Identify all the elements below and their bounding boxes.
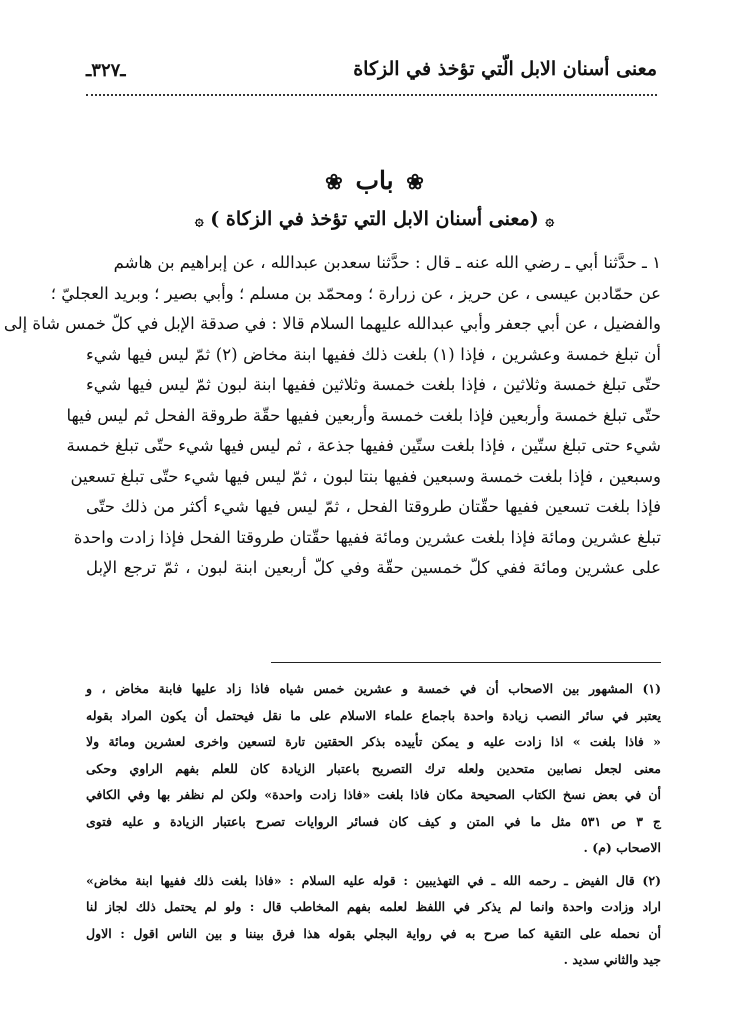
page-number: ـ٣٢٧ـ xyxy=(86,60,126,81)
text-line: أن تبلغ خمسة وعشرين ، فإذا (١) بلغت ذلك ففيها ابنة مخاض (٢) ثمّ ليس فيها شيء xyxy=(86,344,661,364)
text-line: شيء حتى تبلغ ستّين ، فإذا بلغت ستّين ففيها جذعة ، ثم ليس فيها شيء حتّى تبلغ خمسة xyxy=(66,436,661,455)
footnote-1-line: معنى لجعل نصابين متحدين ولعله ترك التصريح باعتبار الزيادة كان للعلم بفهم الراوي وحكى xyxy=(86,760,661,776)
footnote-1-line: ج ٣ ص ٥٣١ مثل ما في المتن و كيف كان فسائر الروايات تصرح باعتبار الزيادة و عليه فتوى xyxy=(86,813,661,829)
footnotes xyxy=(86,676,661,974)
chapter-label: باب xyxy=(355,166,394,195)
footnote-1-line: « فاذا بلغت » اذا زادت عليه و يمكن تأييده بذكر الحقتين تارة لتسعين واخرى لعشرين ومائة ولا xyxy=(86,734,661,749)
footnote-2-line: أن نحمله على التقية كما صرح به في رواية البجلي بقوله هذا فرق بيننا و بين الناس اقول : الاول xyxy=(86,925,661,941)
section-title-text: (معنى أسنان الابل التي تؤخذ في الزكاة ) xyxy=(210,208,539,230)
chapter-heading xyxy=(0,166,749,195)
page-header xyxy=(86,52,657,92)
section-title xyxy=(0,208,749,230)
footnote-2-line: جيد والثاني سديد . xyxy=(563,952,661,967)
text-line: ١ ـ حدَّثنا أبي ـ رضي الله عنه ـ قال : حدَّثنا سعدبن عبدالله ، عن إبراهيم بن هاشم xyxy=(113,253,661,272)
star-right-icon: ۞ xyxy=(545,211,555,229)
text-line: تبلغ عشرين ومائة فإذا بلغت عشرين ومائة ففيها حقّتان طروقتا الفحل فإذا زادت واحدة xyxy=(73,527,661,547)
footnote-1-line: (١) المشهور بين الاصحاب أن في خمسة و عشرين خمس شياه فاذا زاد عليها فابنة مخاض ، و xyxy=(86,681,661,696)
footnote-2-line: (٢) قال الفيض ـ رحمه الله ـ في التهذيبين : قوله عليه السلام : «فاذا بلغت ذلك ففيها ابنة مخاض» xyxy=(86,872,661,888)
footnote-1-line: الاصحاب (م) . xyxy=(583,840,661,855)
text-line: حتّى تبلغ خمسة وثلاثين ، فإذا بلغت خمسة وثلاثين ففيها ابنة لبون ثمّ ليس فيها شيء xyxy=(86,375,661,394)
text-line: وسبعين ، فإذا بلغت خمسة وسبعين ففيها بنتا لبون ، ثمّ ليس فيها شيء حتّى تبلغ تسعين xyxy=(70,466,661,486)
running-title: معنى أسنان الابل الّتي تؤخذ في الزكاة xyxy=(353,58,657,80)
text-line: عن حمّادبن عيسى ، عن حريز ، عن زرارة ؛ ومحمّد بن مسلم ؛ وأبي بصير ؛ وبريد العجليّ ؛ xyxy=(50,283,661,303)
text-line: والفضيل ، عن أبي جعفر وأبي عبدالله عليهما السلام قالا : في صدقة الإبل في كلّ خمس شاة إلى xyxy=(3,314,661,333)
text-line: على عشرين ومائة ففي كلّ خمسين حقّة وفي كلّ أربعين ابنة لبون ، ثمّ ترجع الإبل xyxy=(86,558,661,577)
ornament-left-icon: ❀ xyxy=(325,169,343,194)
header-divider xyxy=(86,94,657,96)
footnote-divider xyxy=(271,662,661,663)
ornament-right-icon: ❀ xyxy=(406,169,424,194)
text-line: حتّى تبلغ خمسة وأربعين فإذا بلغت خمسة وأربعين ففيها حقّة طروقة الفحل ثم ليس فيها xyxy=(66,405,661,425)
star-left-icon: ۞ xyxy=(194,211,204,229)
text-line: فإذا بلغت تسعين ففيها حقّتان طروقتا الفحل ، ثمّ ليس فيها شيء أكثر من ذلك حتّى xyxy=(86,497,661,516)
hadith-text xyxy=(3,248,661,584)
footnote-2-line: اراد وزادت واحدة وانما لم يذكر في اللفظ لعلمه بفهم المخاطب قال : ولو لم يحتمل ذلك لجاز لنا xyxy=(86,899,661,914)
footnote-1-line: أن في بعض نسخ الكتاب الصحيحة مكان فاذا بلغت «فاذا زادت واحدة» ولكن لم نظفر بها وفي الكافي xyxy=(86,787,661,802)
footnote-1-line: يعتبر في سائر النصب زيادة واحدة باجماع علماء الاسلام على ما نقل فيحتمل أن يكون المراد بقوله xyxy=(86,707,661,723)
